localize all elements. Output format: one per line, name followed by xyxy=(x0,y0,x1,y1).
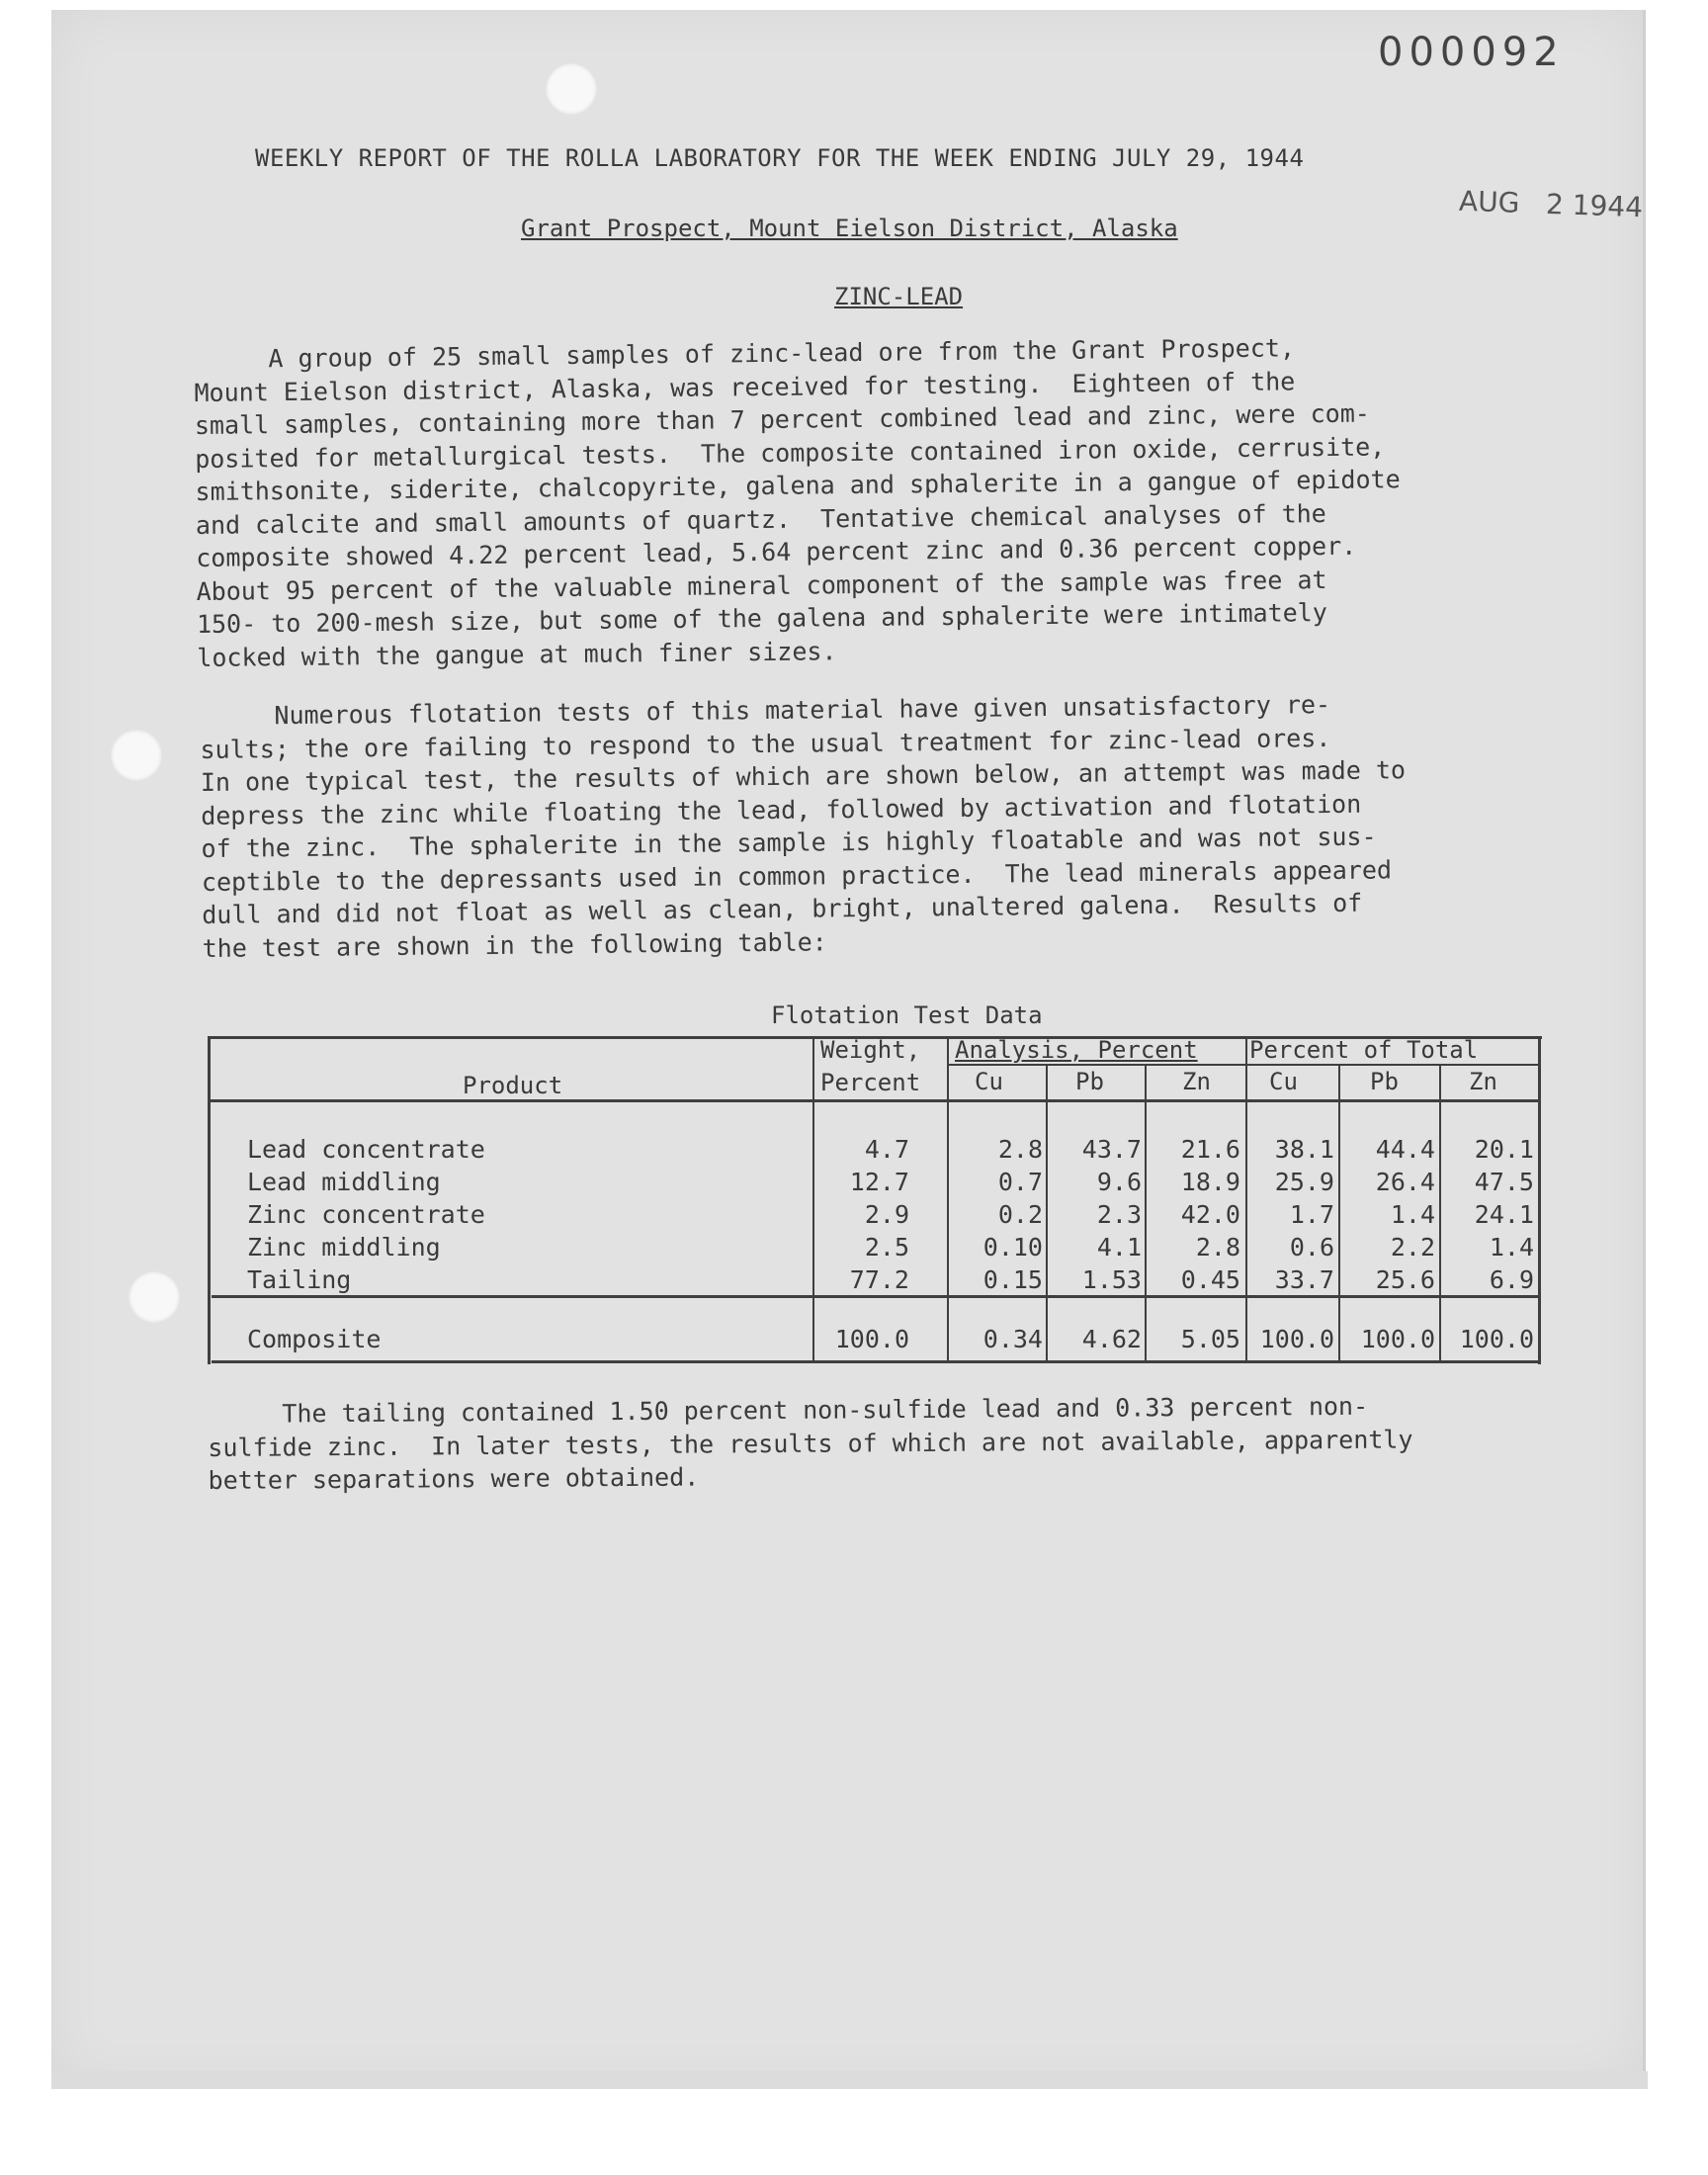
table-row-4-product: Zinc middling xyxy=(247,1233,441,1262)
header-a-zn: Zn xyxy=(1182,1068,1211,1095)
composite-row-a-cu: 0.34 xyxy=(982,1325,1043,1353)
table-row-1-weight: 4.7 xyxy=(864,1135,909,1164)
table-row-4-a-pb: 4.1 xyxy=(1096,1233,1142,1262)
table-bottom-border xyxy=(212,1360,1540,1363)
table-row-3-a-zn: 42.0 xyxy=(1180,1200,1240,1229)
table-row-3-a-cu: 0.2 xyxy=(997,1200,1043,1229)
table-row-1-a-zn: 21.6 xyxy=(1180,1135,1240,1164)
report-title: WEEKLY REPORT OF THE ROLLA LABORATORY FOR THE WEEK ENDING JULY 29, 1944 xyxy=(255,144,1305,172)
paragraph-1: A group of 25 small samples of zinc-lead ore from the Grant Prospect, Mount Eielson district, Alaska, was received for testing. Eighteen of the small samples, containing more than 7 percent combined lead and zinc, were com- posited for metallurgical tests. The composite contained iron oxide, cerrusite, smithsonite, siderite, chalcopyrite, galena and sphalerite in a gangue of epidote and calcite and small amounts of quartz. Tentative chemical analyses of the composite showed 4.22 percent lead, 5.64 percent zinc and 0.36 percent copper. About 95 percent of the valuable mineral component of the sample was free at 150- to 200-mesh size, but some of the galena and sphalerite were intimately locked with the gangue at much finer sizes. xyxy=(194,333,1401,672)
punch-hole-middle xyxy=(111,730,162,781)
table-left-border xyxy=(208,1038,211,1364)
table-row-3-t-pb: 1.4 xyxy=(1390,1200,1435,1229)
composite-row-weight: 100.0 xyxy=(834,1325,909,1353)
header-a-pb: Pb xyxy=(1075,1068,1104,1095)
table-row-1-product: Lead concentrate xyxy=(247,1135,485,1164)
table-row-4-t-pb: 2.2 xyxy=(1390,1233,1435,1262)
document-number: 000092 xyxy=(1378,30,1565,75)
page-edge xyxy=(51,2071,1648,2089)
table-row-4-a-zn: 2.8 xyxy=(1195,1233,1240,1262)
table-row-5-t-cu: 33.7 xyxy=(1274,1265,1334,1294)
table-row-5-a-zn: 0.45 xyxy=(1180,1265,1240,1294)
header-product: Product xyxy=(463,1072,563,1099)
table-caption: Flotation Test Data xyxy=(771,1001,1043,1029)
table-row-2-t-pb: 26.4 xyxy=(1375,1168,1435,1196)
composite-row-t-pb: 100.0 xyxy=(1360,1325,1435,1353)
table-row-1-t-pb: 44.4 xyxy=(1375,1135,1435,1164)
table-row-1-t-cu: 38.1 xyxy=(1274,1135,1334,1164)
table-row-2-t-zn: 47.5 xyxy=(1474,1168,1534,1196)
header-total: Percent of Total xyxy=(1249,1036,1479,1064)
header-t-zn: Zn xyxy=(1469,1068,1497,1095)
punch-hole-top xyxy=(546,63,597,115)
table-row-3-t-cu: 1.7 xyxy=(1289,1200,1334,1229)
paragraph-2: Numerous flotation tests of this material have given unsatisfactory re- sults; the ore failing to respond to the usual treatment for zinc-lead ores. In one typical test, the results of which are shown below, an attempt was made to depress the zinc while floating the lead, followed by activation and flotation of the zinc. The sphalerite in the sample is highly floatable and was not sus- ceptible to the depressants used in common practice. The lead minerals appeared dull and did not float as well as clean, bright, unaltered galena. Results of the test are shown in the following table: xyxy=(200,690,1407,963)
table-row-5-weight: 77.2 xyxy=(849,1265,909,1294)
table-row-2-product: Lead middling xyxy=(247,1168,441,1196)
header-a-cu: Cu xyxy=(975,1068,1003,1095)
table-row-1-a-cu: 2.8 xyxy=(997,1135,1043,1164)
header-weight-2: Percent xyxy=(820,1069,921,1096)
table-row-1-a-pb: 43.7 xyxy=(1081,1135,1142,1164)
table-row-3-a-pb: 2.3 xyxy=(1096,1200,1142,1229)
composite-row-t-cu: 100.0 xyxy=(1259,1325,1334,1353)
total-underline xyxy=(1245,1064,1538,1066)
table-row-5-product: Tailing xyxy=(247,1265,352,1294)
table-row-2-t-cu: 25.9 xyxy=(1274,1168,1334,1196)
table-row-2-a-zn: 18.9 xyxy=(1180,1168,1240,1196)
paragraph-3: The tailing contained 1.50 percent non-sulfide lead and 0.33 percent non- sulfide zinc. In later tests, the results of which are not available, apparently better separations were obtained. xyxy=(208,1391,1413,1495)
composite-row-a-zn: 5.05 xyxy=(1180,1325,1240,1353)
header-t-cu: Cu xyxy=(1269,1068,1298,1095)
header-bottom-border xyxy=(210,1099,1540,1102)
table-row-4-a-cu: 0.10 xyxy=(982,1233,1043,1262)
header-t-pb: Pb xyxy=(1370,1068,1399,1095)
table-row-5-a-cu: 0.15 xyxy=(982,1265,1043,1294)
header-weight-1: Weight, xyxy=(820,1036,921,1064)
section-heading: ZINC-LEAD xyxy=(834,283,964,310)
table-row-2-weight: 12.7 xyxy=(849,1168,909,1196)
table-row-3-product: Zinc concentrate xyxy=(247,1200,485,1229)
header-analysis: Analysis, Percent xyxy=(955,1036,1198,1064)
table-row-4-weight: 2.5 xyxy=(864,1233,909,1262)
table-row-1-t-zn: 20.1 xyxy=(1474,1135,1534,1164)
report-subtitle: Grant Prospect, Mount Eielson District, Alaska xyxy=(521,215,1178,242)
table-row-3-t-zn: 24.1 xyxy=(1474,1200,1534,1229)
date-stamp: AUG 2 1944 xyxy=(1458,184,1644,224)
composite-row-t-zn: 100.0 xyxy=(1459,1325,1534,1353)
table-row-3-weight: 2.9 xyxy=(864,1200,909,1229)
composite-separator xyxy=(212,1295,1540,1298)
table-row-5-a-pb: 1.53 xyxy=(1081,1265,1142,1294)
table-row-2-a-cu: 0.7 xyxy=(997,1168,1043,1196)
table-right-border xyxy=(1538,1038,1541,1364)
punch-hole-bottom xyxy=(128,1271,180,1323)
analysis-underline xyxy=(949,1064,1245,1066)
table-row-5-t-zn: 6.9 xyxy=(1489,1265,1534,1294)
composite-row-a-pb: 4.62 xyxy=(1081,1325,1142,1353)
table-row-4-t-cu: 0.6 xyxy=(1289,1233,1334,1262)
table-row-4-t-zn: 1.4 xyxy=(1489,1233,1534,1262)
table-row-2-a-pb: 9.6 xyxy=(1096,1168,1142,1196)
table-row-5-t-pb: 25.6 xyxy=(1375,1265,1435,1294)
composite-row-product: Composite xyxy=(247,1325,382,1353)
